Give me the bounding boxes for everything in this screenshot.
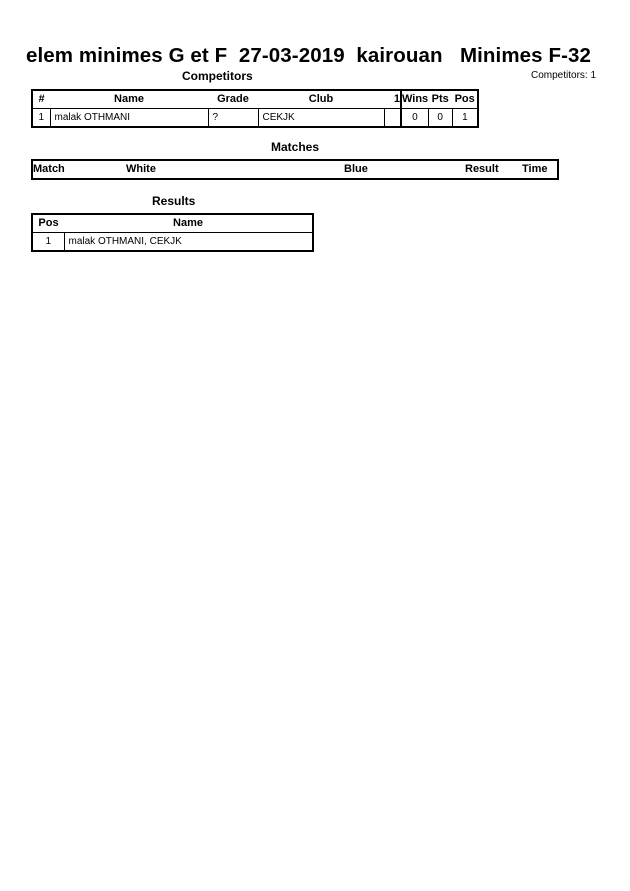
col-grade: Grade bbox=[208, 90, 258, 109]
matches-section-title: Matches bbox=[271, 140, 320, 154]
competitors-header-row bbox=[32, 90, 478, 109]
col-match: Match bbox=[33, 163, 65, 175]
competitor-name: malak OTHMANI bbox=[50, 109, 208, 128]
matches-header-row bbox=[32, 160, 558, 179]
col-result-pos: Pos bbox=[32, 214, 64, 233]
col-wins: Wins bbox=[401, 90, 428, 109]
col-round-1: 1 bbox=[384, 90, 401, 109]
col-time: Time bbox=[522, 163, 548, 175]
col-blue: Blue bbox=[344, 163, 368, 175]
result-pos: 1 bbox=[32, 233, 64, 252]
col-white: White bbox=[126, 163, 156, 175]
competitors-section-title: Competitors bbox=[182, 69, 253, 83]
results-table bbox=[31, 213, 314, 252]
col-pts: Pts bbox=[428, 90, 452, 109]
results-section-title: Results bbox=[152, 194, 196, 208]
col-name: Name bbox=[50, 90, 208, 109]
col-pos: Pos bbox=[452, 90, 478, 109]
col-number: # bbox=[32, 90, 50, 109]
competitor-pts: 0 bbox=[428, 109, 452, 128]
table-row bbox=[32, 109, 478, 128]
competitors-table bbox=[31, 89, 479, 128]
results-header-row bbox=[32, 214, 313, 233]
competitors-count: Competitors: 1 bbox=[531, 70, 597, 81]
col-result: Result bbox=[465, 163, 499, 175]
col-club: Club bbox=[258, 90, 384, 109]
result-name: malak OTHMANI, CEKJK bbox=[68, 236, 182, 247]
competitor-wins: 0 bbox=[401, 109, 428, 128]
competitor-club: CEKJK bbox=[258, 109, 384, 128]
competitor-number: 1 bbox=[32, 109, 50, 128]
page-title: elem minimes G et F 27-03-2019 kairouan Minimes F-32 bbox=[26, 44, 592, 67]
matches-table bbox=[31, 159, 559, 180]
competitor-grade: ? bbox=[208, 109, 258, 128]
table-row bbox=[32, 233, 313, 252]
col-result-name: Name bbox=[64, 214, 313, 233]
competitor-pos: 1 bbox=[462, 112, 468, 123]
competitor-round-1 bbox=[384, 109, 401, 128]
